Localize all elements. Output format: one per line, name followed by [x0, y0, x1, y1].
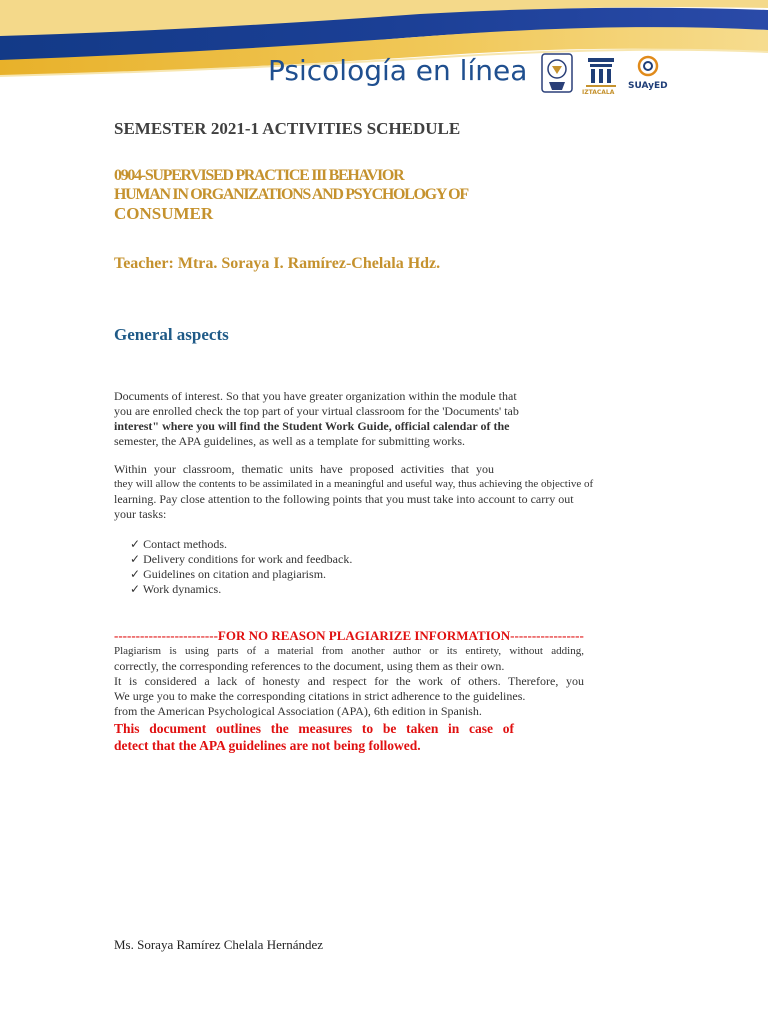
apa-notice: [114, 720, 514, 754]
check-icon: ✓: [130, 537, 141, 551]
list-item: ✓ Guidelines on citation and plagiarism.: [130, 567, 327, 581]
paragraph-line: from the American Psychological Association (APA), 6th edition in Spanish.: [114, 704, 482, 718]
paragraph-line: your tasks:: [114, 507, 167, 521]
paragraph-line: Within your classroom, thematic units have proposed activities that you: [114, 462, 494, 476]
check-icon: ✓: [130, 567, 141, 581]
paragraph-line: semester, the APA guidelines, as well as a template for submitting works.: [114, 434, 466, 448]
course-line: 0904-SUPERVISED PRACTICE III BEHAVIOR: [114, 167, 404, 184]
suayed-logo-icon: [628, 57, 668, 91]
paragraph-line: you are enrolled check the top part of your virtual classroom for the 'Documents' tab: [114, 404, 519, 418]
unam-logo-icon: [542, 54, 572, 92]
plagiarism-paragraph: [114, 644, 584, 719]
check-icon: ✓: [130, 582, 141, 596]
paragraph-line: correctly, the corresponding references to the document, using them as their own.: [114, 659, 505, 673]
signature: Ms. Soraya Ramírez Chelala Hernández: [114, 937, 324, 952]
teacher-name: Teacher: Mtra. Soraya I. Ramírez-Chelala Hdz.: [114, 255, 441, 272]
svg-text:SUAyED: SUAyED: [628, 81, 668, 91]
paragraph-line: We urge you to make the corresponding citations in strict adherence to the guidelines.: [114, 689, 526, 703]
documents-paragraph: [114, 389, 574, 449]
check-icon: ✓: [130, 552, 141, 566]
list-item: ✓ Delivery conditions for work and feedback.: [130, 552, 353, 566]
paragraph-line: Plagiarism is using parts of a material from another author or its entirety, without adding,: [114, 645, 584, 657]
notice-line: This document outlines the measures to be taken in case of: [114, 721, 514, 736]
institution-logos: [540, 52, 680, 96]
list-item: ✓ Work dynamics.: [130, 582, 222, 596]
plagiarism-warning: ------------------------FOR NO REASON PLAGIARIZE INFORMATION-----------------: [114, 628, 584, 643]
paragraph-line: they will allow the contents to be assimilated in a meaningful and useful way, thus achieving the objective of: [114, 478, 594, 490]
paragraph-line: It is considered a lack of honesty and respect for the work of others. Therefore, you: [114, 674, 584, 688]
course-line: CONSUMER: [114, 204, 214, 223]
brand-title: Psicología en línea: [268, 54, 528, 87]
course-title: [114, 166, 534, 223]
notice-line: detect that the APA guidelines are not being followed.: [114, 738, 421, 753]
classroom-paragraph: [114, 462, 604, 522]
schedule-title: SEMESTER 2021-1 ACTIVITIES SCHEDULE: [114, 119, 461, 138]
paragraph-line: interest" where you will find the Student Work Guide, official calendar of the: [114, 419, 510, 433]
iztacala-logo-icon: [582, 58, 616, 96]
course-line: HUMAN IN ORGANIZATIONS AND PSYCHOLOGY OF: [114, 186, 468, 203]
list-item: ✓ Contact methods.: [130, 537, 228, 551]
paragraph-line: learning. Pay close attention to the following points that you must take into account to carry out: [114, 492, 574, 506]
task-checklist: [130, 537, 352, 597]
paragraph-line: Documents of interest. So that you have greater organization within the module that: [114, 389, 517, 403]
svg-text:IZTACALA: IZTACALA: [582, 89, 615, 96]
section-heading: General aspects: [114, 325, 229, 344]
